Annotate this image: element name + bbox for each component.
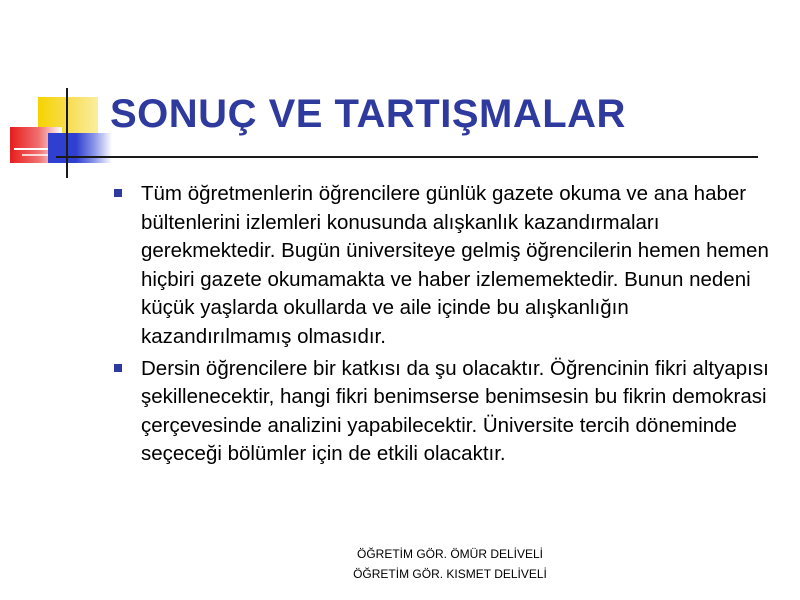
bullet-text: Dersin öğrencilere bir katkısı da şu olacaktır. Öğrencinin fikri altyapısı şekillenecektir, hangi fikri benimserse benimsesin bu fikrin demokrasi çerçevesinde analizini yapabilecektir. Üniversite tercih döneminde seçeceği bölümler için de etkili olacaktır. (141, 356, 769, 466)
decorative-squares-logo (0, 0, 120, 190)
bullet-item (112, 180, 777, 352)
footer-authors (330, 544, 570, 584)
square-bullet-icon (114, 189, 122, 197)
footer-author-2: ÖĞRETİM GÖR. KISMET DELİVELİ (353, 567, 547, 581)
blue-fade-square (76, 133, 112, 163)
bullet-item (112, 355, 777, 469)
bullet-text: Tüm öğretmenlerin öğrencilere günlük gazete okuma ve ana haber bültenlerini izlemleri konusunda alışkanlık kazandırmaları gerekmektedir. Bugün üniversiteye gelmiş öğrencilerin hemen hemen hiçbiri gazete okumamakta ve haber izlememektedir. Bunun nedeni küçük yaşlarda okullarda ve aile içinde bu alışkanlığın kazandırılmamış olmasıdır. (141, 182, 769, 348)
slide-title: SONUÇ VE TARTIŞMALAR (110, 92, 626, 136)
square-bullet-icon (114, 364, 122, 372)
title-divider (108, 156, 758, 158)
bullet-list (112, 180, 777, 472)
footer-author-1: ÖĞRETİM GÖR. ÖMÜR DELİVELİ (356, 547, 544, 561)
blue-square (48, 133, 78, 163)
